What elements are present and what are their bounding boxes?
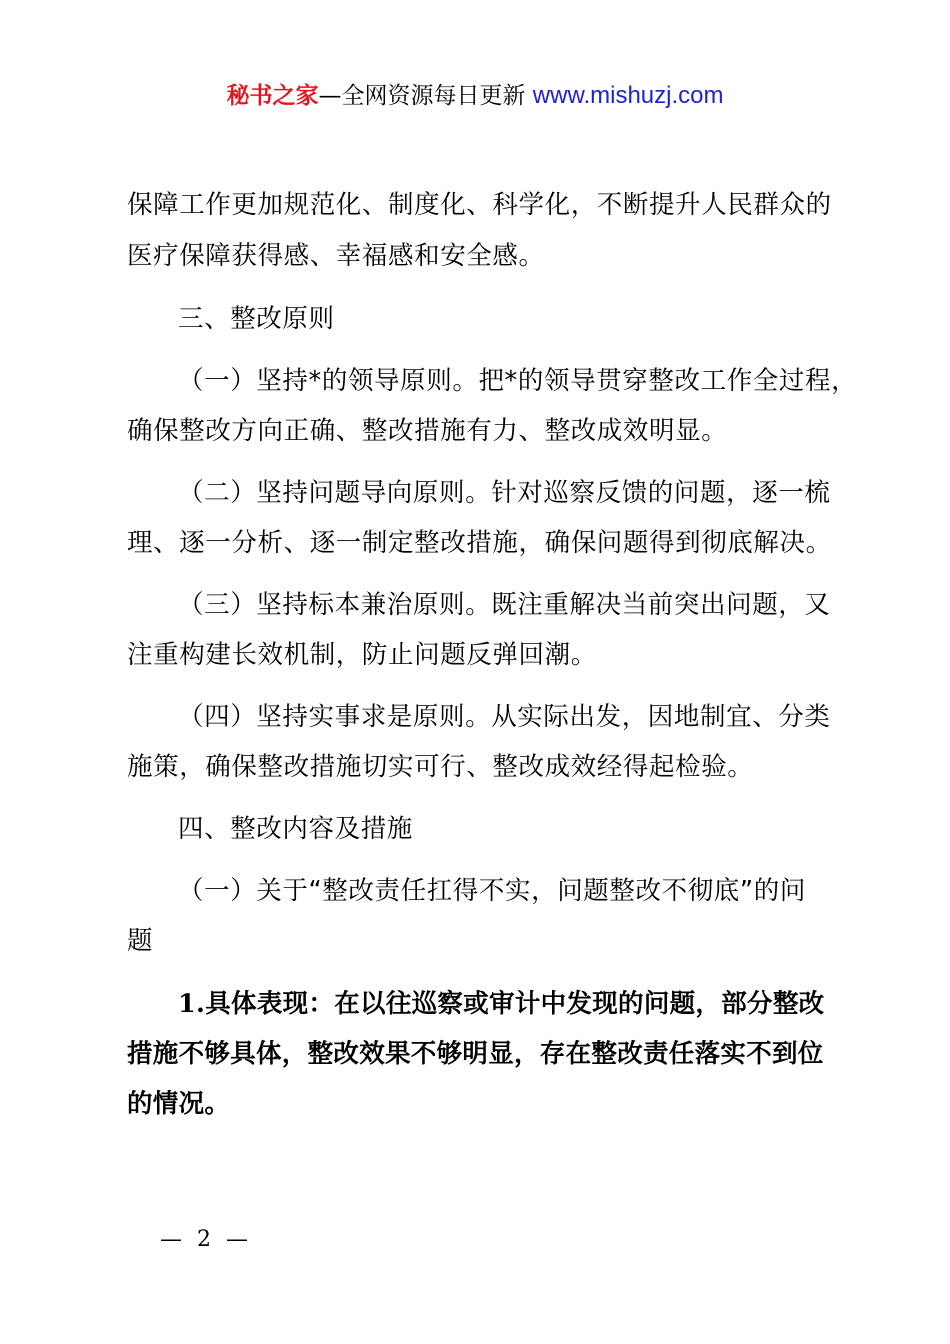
sub-heading: （一）关于“整改责任扛得不实，问题整改不彻底”的问 bbox=[178, 876, 806, 906]
body-line: 医疗保障获得感、幸福感和安全感。 bbox=[127, 241, 545, 271]
sub-heading: 题 bbox=[127, 926, 154, 956]
body-line: 理、逐一分析、逐一制定整改措施，确保问题得到彻底解决。 bbox=[127, 528, 832, 558]
body-line: （一）坚持*的领导原则。把*的领导贯穿整改工作全过程， bbox=[178, 366, 858, 396]
bold-paragraph-line: 措施不够具体，整改效果不够明显，存在整改责任落实不到位 bbox=[127, 1039, 824, 1069]
header-tagline: —全网资源每日更新 bbox=[318, 83, 526, 109]
section-heading: 四、整改内容及措施 bbox=[178, 814, 413, 844]
site-url-link[interactable]: www.mishuzj.com bbox=[532, 82, 724, 109]
body-line: （二）坚持问题导向原则。针对巡察反馈的问题，逐一梳 bbox=[178, 478, 831, 508]
body-line: 确保整改方向正确、整改措施有力、整改成效明显。 bbox=[127, 416, 728, 446]
page-number: — 2 — bbox=[160, 1227, 252, 1252]
bold-paragraph-line: 1.具体表现：在以往巡察或审计中发现的问题，部分整改 bbox=[178, 989, 825, 1019]
body-line: （四）坚持实事求是原则。从实际出发，因地制宜、分类 bbox=[178, 702, 831, 732]
section-heading: 三、整改原则 bbox=[178, 304, 335, 334]
body-line: 注重构建长效机制，防止问题反弹回潮。 bbox=[127, 640, 597, 670]
brand-name: 秘书之家 bbox=[226, 83, 319, 109]
body-line: （三）坚持标本兼治原则。既注重解决当前突出问题，又 bbox=[178, 590, 831, 620]
body-line: 施策，确保整改措施切实可行、整改成效经得起检验。 bbox=[127, 752, 754, 782]
bold-paragraph-line: 的情况。 bbox=[127, 1089, 231, 1119]
body-line: 保障工作更加规范化、制度化、科学化，不断提升人民群众的 bbox=[127, 190, 832, 220]
site-header bbox=[0, 80, 950, 112]
